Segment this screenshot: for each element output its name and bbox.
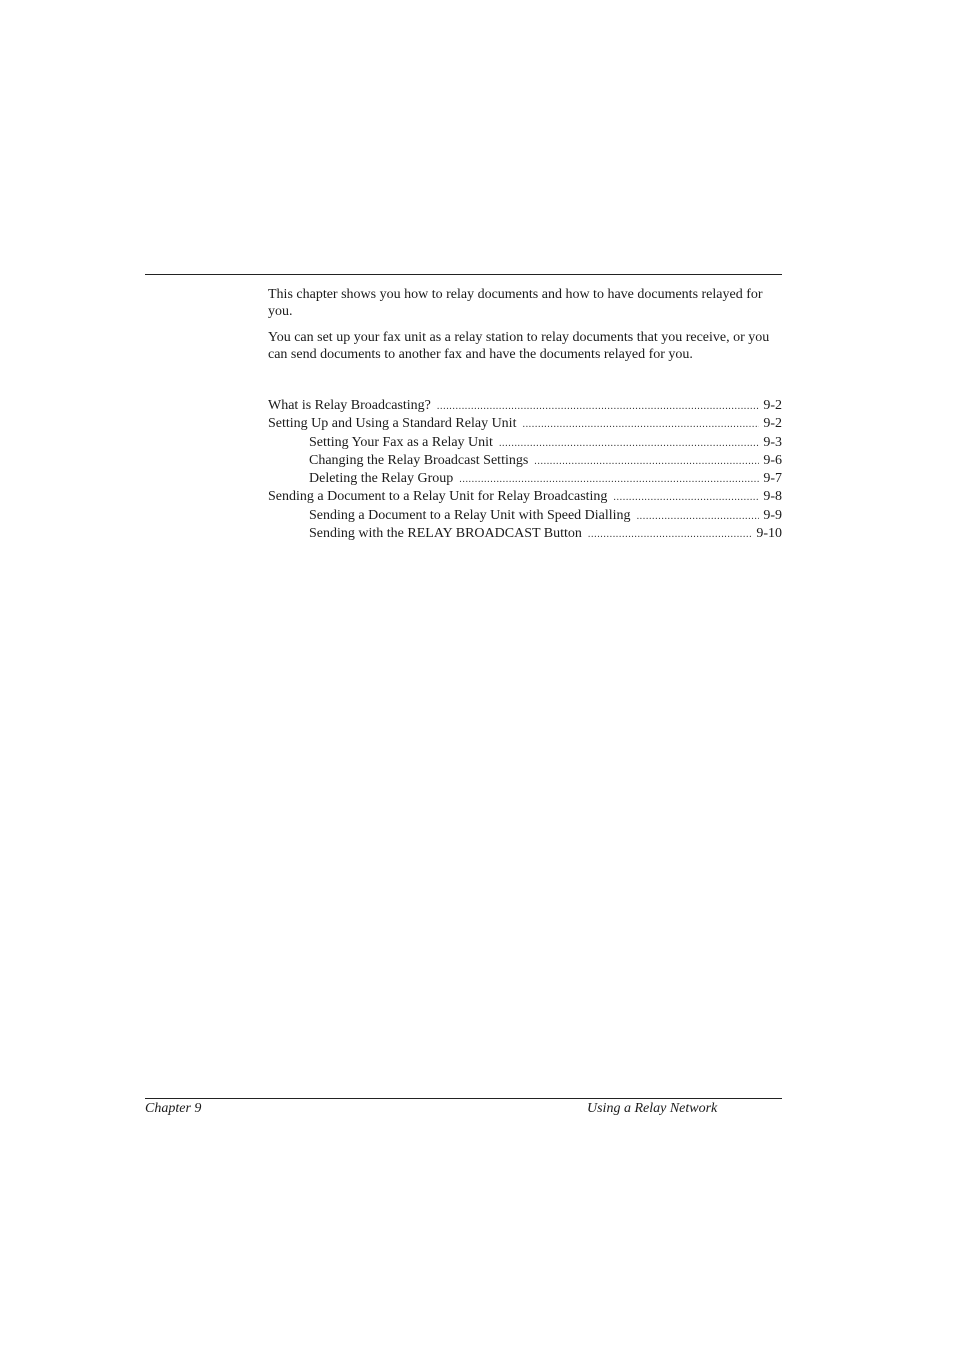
toc-entry-title: Setting Up and Using a Standard Relay Unit	[268, 416, 517, 432]
toc-entry-page: 9-10	[756, 526, 782, 542]
toc-entry-page: 9-6	[763, 452, 782, 468]
header-rule	[145, 274, 782, 275]
footer-chapter: Chapter 9	[145, 1101, 202, 1116]
toc-subentry[interactable]	[268, 507, 782, 525]
toc-entry-title: Sending with the RELAY BROADCAST Button	[309, 526, 582, 542]
toc-subentry[interactable]	[268, 452, 782, 470]
toc-entry-title: What is Relay Broadcasting?	[268, 398, 431, 413]
toc-leader-dots	[437, 398, 759, 415]
toc-entry[interactable]	[268, 488, 782, 506]
toc-leader-dots	[637, 508, 760, 525]
toc-leader-dots	[613, 489, 759, 506]
toc-leader-dots	[522, 416, 759, 433]
toc-entry-page: 9-2	[763, 416, 782, 432]
toc-leader-dots	[534, 453, 759, 470]
footer-rule	[145, 1098, 782, 1099]
toc-entry[interactable]	[268, 397, 782, 415]
toc-entry-title: Setting Your Fax as a Relay Unit	[309, 434, 493, 450]
toc-entry-page: 9-8	[763, 489, 782, 505]
footer-title: Using a Relay Network	[587, 1101, 718, 1116]
toc-entry-title: Deleting the Relay Group	[309, 471, 454, 487]
toc-subentry[interactable]	[268, 434, 782, 452]
toc-entry-title: Changing the Relay Broadcast Settings	[309, 452, 529, 468]
intro-paragraph: This chapter shows you how to relay documents and how to have documents relayed for you.	[268, 287, 763, 319]
table-of-contents	[268, 397, 782, 543]
intro-paragraph: You can set up your fax unit as a relay station to relay documents that you receive, or you can send documents to another fax and have the documents relayed for you.	[268, 330, 770, 362]
toc-entry-title: Sending a Document to a Relay Unit with Speed Dialling	[309, 507, 631, 523]
toc-entry[interactable]	[268, 415, 782, 433]
toc-entry-page: 9-3	[763, 434, 782, 450]
toc-leader-dots	[499, 435, 759, 452]
toc-leader-dots	[459, 471, 759, 488]
toc-entry-page: 9-2	[763, 398, 782, 413]
toc-entry-title: Sending a Document to a Relay Unit for Relay Broadcasting	[268, 489, 608, 505]
toc-leader-dots	[588, 526, 752, 543]
chapter-intro	[268, 286, 782, 372]
toc-entry-page: 9-7	[763, 471, 782, 487]
toc-subentry[interactable]	[268, 525, 782, 543]
toc-subentry[interactable]	[268, 470, 782, 488]
toc-entry-page: 9-9	[763, 507, 782, 523]
